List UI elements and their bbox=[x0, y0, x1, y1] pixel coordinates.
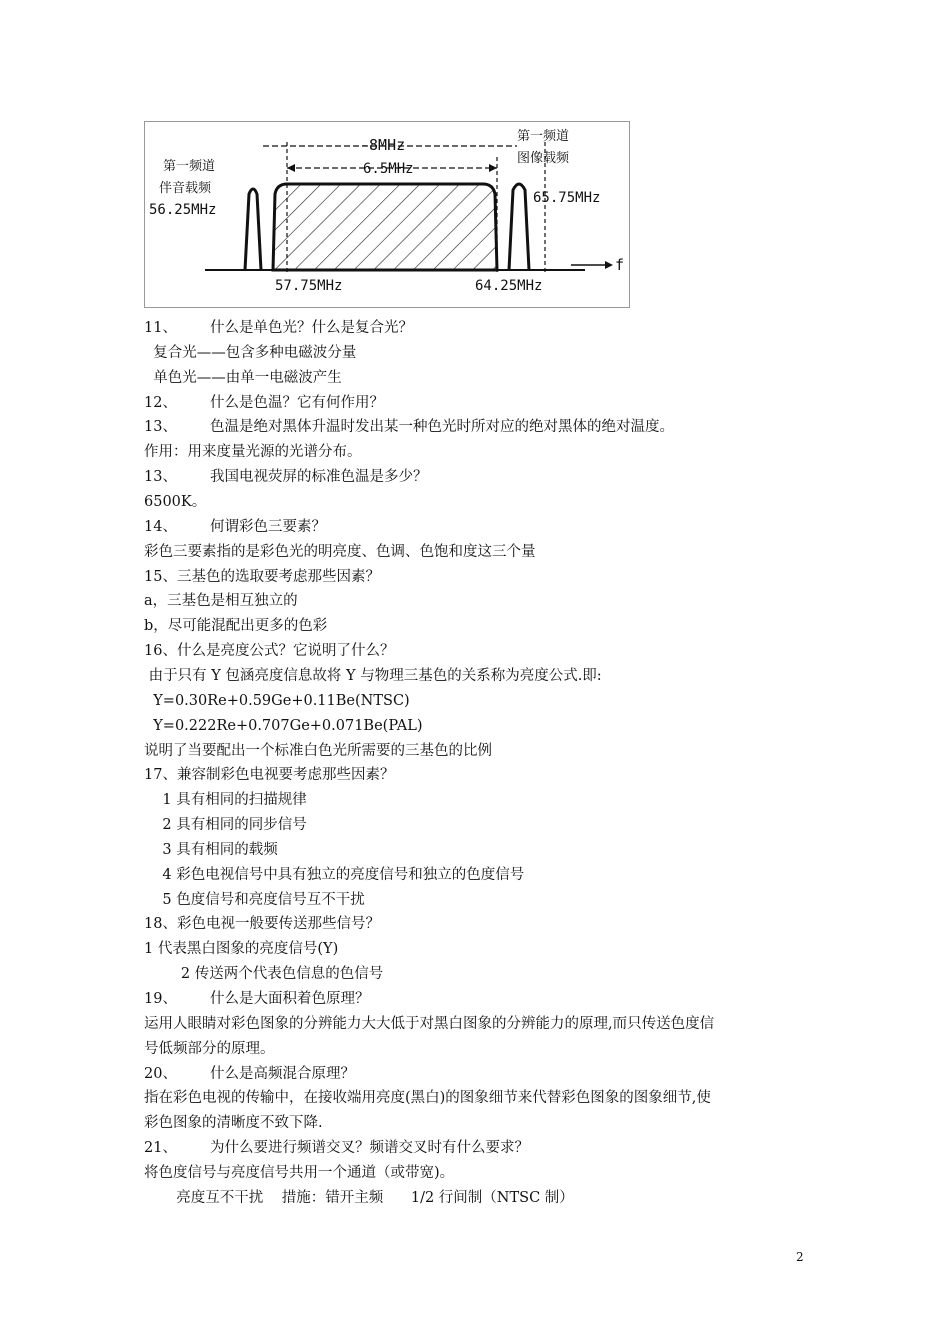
text-line bbox=[144, 914, 380, 934]
label-left-title-1: 第一频道 bbox=[163, 159, 216, 174]
line-text: 色温是绝对黑体升温时发出某一种色光时所对应的绝对黑体的绝对温度。 bbox=[210, 419, 674, 436]
line-text: 2 具有相同的同步信号 bbox=[144, 817, 307, 833]
question-number: 11、 bbox=[144, 320, 177, 336]
line-text: 5 色度信号和亮度信号互不干扰 bbox=[144, 891, 365, 908]
label-left-freq: 56.25MHz bbox=[149, 202, 217, 218]
line-text: 彩色三要素指的是彩色光的明亮度、色调、色饱和度这三个量 bbox=[144, 543, 536, 560]
text-line bbox=[144, 1014, 714, 1034]
text-line bbox=[144, 591, 298, 611]
line-text: 什么是色温？它有何作用？ bbox=[210, 394, 384, 411]
text-line bbox=[144, 517, 326, 537]
text-line bbox=[144, 1138, 529, 1158]
passband-shape bbox=[273, 184, 497, 270]
line-text: a，三基色是相互独立的 bbox=[144, 593, 298, 610]
text-line bbox=[144, 417, 674, 437]
label-right-freq: 65.75MHz bbox=[533, 190, 601, 206]
text-line bbox=[144, 343, 356, 363]
text-line bbox=[144, 765, 394, 785]
text-line bbox=[144, 393, 384, 413]
label-inner-bandwidth: 6.5MHz bbox=[363, 161, 414, 177]
line-text: 什么是高频混合原理？ bbox=[210, 1065, 355, 1082]
label-axis-f: f bbox=[615, 256, 625, 274]
line-text: Y=0.222Re+0.707Ge+0.071Be(PAL) bbox=[144, 717, 423, 734]
page-number: 2 bbox=[796, 1250, 804, 1264]
text-line bbox=[144, 492, 206, 512]
line-text: 彩色图象的清晰度不致下降. bbox=[144, 1115, 323, 1132]
line-text: 复合光——包含多种电磁波分量 bbox=[144, 344, 357, 361]
text-line bbox=[144, 815, 307, 835]
label-bottom-left-freq: 57.75MHz bbox=[275, 278, 343, 294]
label-top-bandwidth: -8MHz bbox=[360, 136, 406, 154]
text-line bbox=[144, 691, 410, 711]
line-text: 指在彩色电视的传输中，在接收端用亮度(黑白)的图象细节来代替彩色图象的图象细节,使 bbox=[144, 1090, 711, 1107]
line-text: 亮度互不干扰 措施：错开主频 1/2 行间制（NTSC 制） bbox=[144, 1189, 574, 1206]
text-line bbox=[144, 318, 413, 338]
label-right-title-2: 图像载频 bbox=[517, 151, 570, 166]
line-text: 单色光——由单一电磁波产生 bbox=[144, 369, 342, 386]
line-text: 15、三基色的选取要考虑那些因素？ bbox=[144, 568, 380, 585]
text-line bbox=[144, 666, 602, 686]
line-text: 18、彩色电视一般要传送那些信号？ bbox=[144, 916, 380, 933]
question-number: 19、 bbox=[144, 991, 177, 1007]
text-line bbox=[144, 1188, 574, 1208]
text-line bbox=[144, 989, 370, 1009]
line-text: 3 具有相同的载频 bbox=[144, 841, 278, 858]
question-number: 21、 bbox=[144, 1140, 177, 1157]
line-text: 4 彩色电视信号中具有独立的亮度信号和独立的色度信号 bbox=[144, 866, 525, 883]
line-text: 16、什么是亮度公式？它说明了什么？ bbox=[144, 643, 395, 659]
text-line bbox=[144, 467, 428, 487]
text-line bbox=[144, 1163, 454, 1183]
line-text: 2 传送两个代表色信息的色信号 bbox=[144, 966, 384, 983]
text-line bbox=[144, 964, 383, 984]
axis-arrowhead bbox=[605, 261, 613, 269]
question-number: 13、 bbox=[144, 419, 177, 436]
text-line bbox=[144, 567, 380, 587]
text-line bbox=[144, 442, 362, 462]
line-text: 由于只有 Y 包涵亮度信息故将 Y 与物理三基色的关系称为亮度公式.即: bbox=[144, 667, 602, 684]
text-line bbox=[144, 368, 342, 388]
line-text: Y=0.30Re+0.59Ge+0.11Be(NTSC) bbox=[144, 692, 410, 709]
line-text: 17、兼容制彩色电视要考虑那些因素？ bbox=[144, 767, 395, 784]
text-line bbox=[144, 741, 492, 761]
question-number: 14、 bbox=[144, 518, 177, 535]
channel-spectrum-diagram bbox=[145, 122, 629, 307]
dim-arrow-left bbox=[287, 164, 295, 172]
text-line bbox=[144, 1064, 355, 1084]
text-line bbox=[144, 939, 338, 959]
line-text: 作用：用来度量光源的光谱分布。 bbox=[144, 444, 362, 461]
line-text: b，尽可能混配出更多的色彩 bbox=[144, 618, 328, 635]
line-text: 说明了当要配出一个标准白色光所需要的三基色的比例 bbox=[144, 742, 492, 759]
text-line bbox=[144, 542, 536, 562]
line-text: 何谓彩色三要素？ bbox=[210, 518, 326, 535]
question-number: 20、 bbox=[144, 1065, 177, 1082]
channel-spectrum-figure bbox=[144, 121, 630, 308]
line-text: 1 具有相同的扫描规律 bbox=[144, 792, 307, 809]
text-line bbox=[144, 840, 278, 860]
text-line bbox=[144, 790, 307, 810]
right-carrier-spike bbox=[509, 184, 529, 270]
text-line bbox=[144, 890, 365, 910]
text-line bbox=[144, 716, 423, 736]
line-text: 将色度信号与亮度信号共用一个通道（或带宽)。 bbox=[144, 1164, 455, 1181]
dim-arrow-right bbox=[489, 164, 497, 172]
line-text: 号低频部分的原理。 bbox=[144, 1040, 275, 1057]
line-text: 什么是大面积着色原理？ bbox=[210, 991, 370, 1007]
label-left-title-2: 伴音载频 bbox=[159, 181, 212, 196]
line-text: 为什么要进行频谱交叉？频谱交叉时有什么要求？ bbox=[210, 1140, 529, 1157]
line-text: 运用人眼睛对彩色图象的分辨能力大大低于对黑白图象的分辨能力的原理,而只传送色度信 bbox=[144, 1015, 715, 1032]
text-line bbox=[144, 1113, 323, 1133]
line-text: 我国电视荧屏的标准色温是多少？ bbox=[210, 469, 428, 486]
label-right-title-1: 第一频道 bbox=[517, 129, 570, 144]
text-line bbox=[144, 616, 327, 636]
text-line bbox=[144, 1088, 711, 1108]
left-carrier-spike bbox=[245, 189, 261, 270]
line-text: 什么是单色光？什么是复合光？ bbox=[210, 320, 413, 336]
line-text: 1 代表黑白图象的亮度信号(Y) bbox=[144, 941, 339, 958]
label-bottom-right-freq: 64.25MHz bbox=[475, 278, 543, 294]
question-number: 12、 bbox=[144, 394, 177, 411]
question-number: 13、 bbox=[144, 469, 177, 486]
line-text: 6500K。 bbox=[144, 494, 207, 510]
text-line bbox=[144, 865, 524, 885]
text-line bbox=[144, 1039, 275, 1059]
text-line bbox=[144, 641, 394, 661]
